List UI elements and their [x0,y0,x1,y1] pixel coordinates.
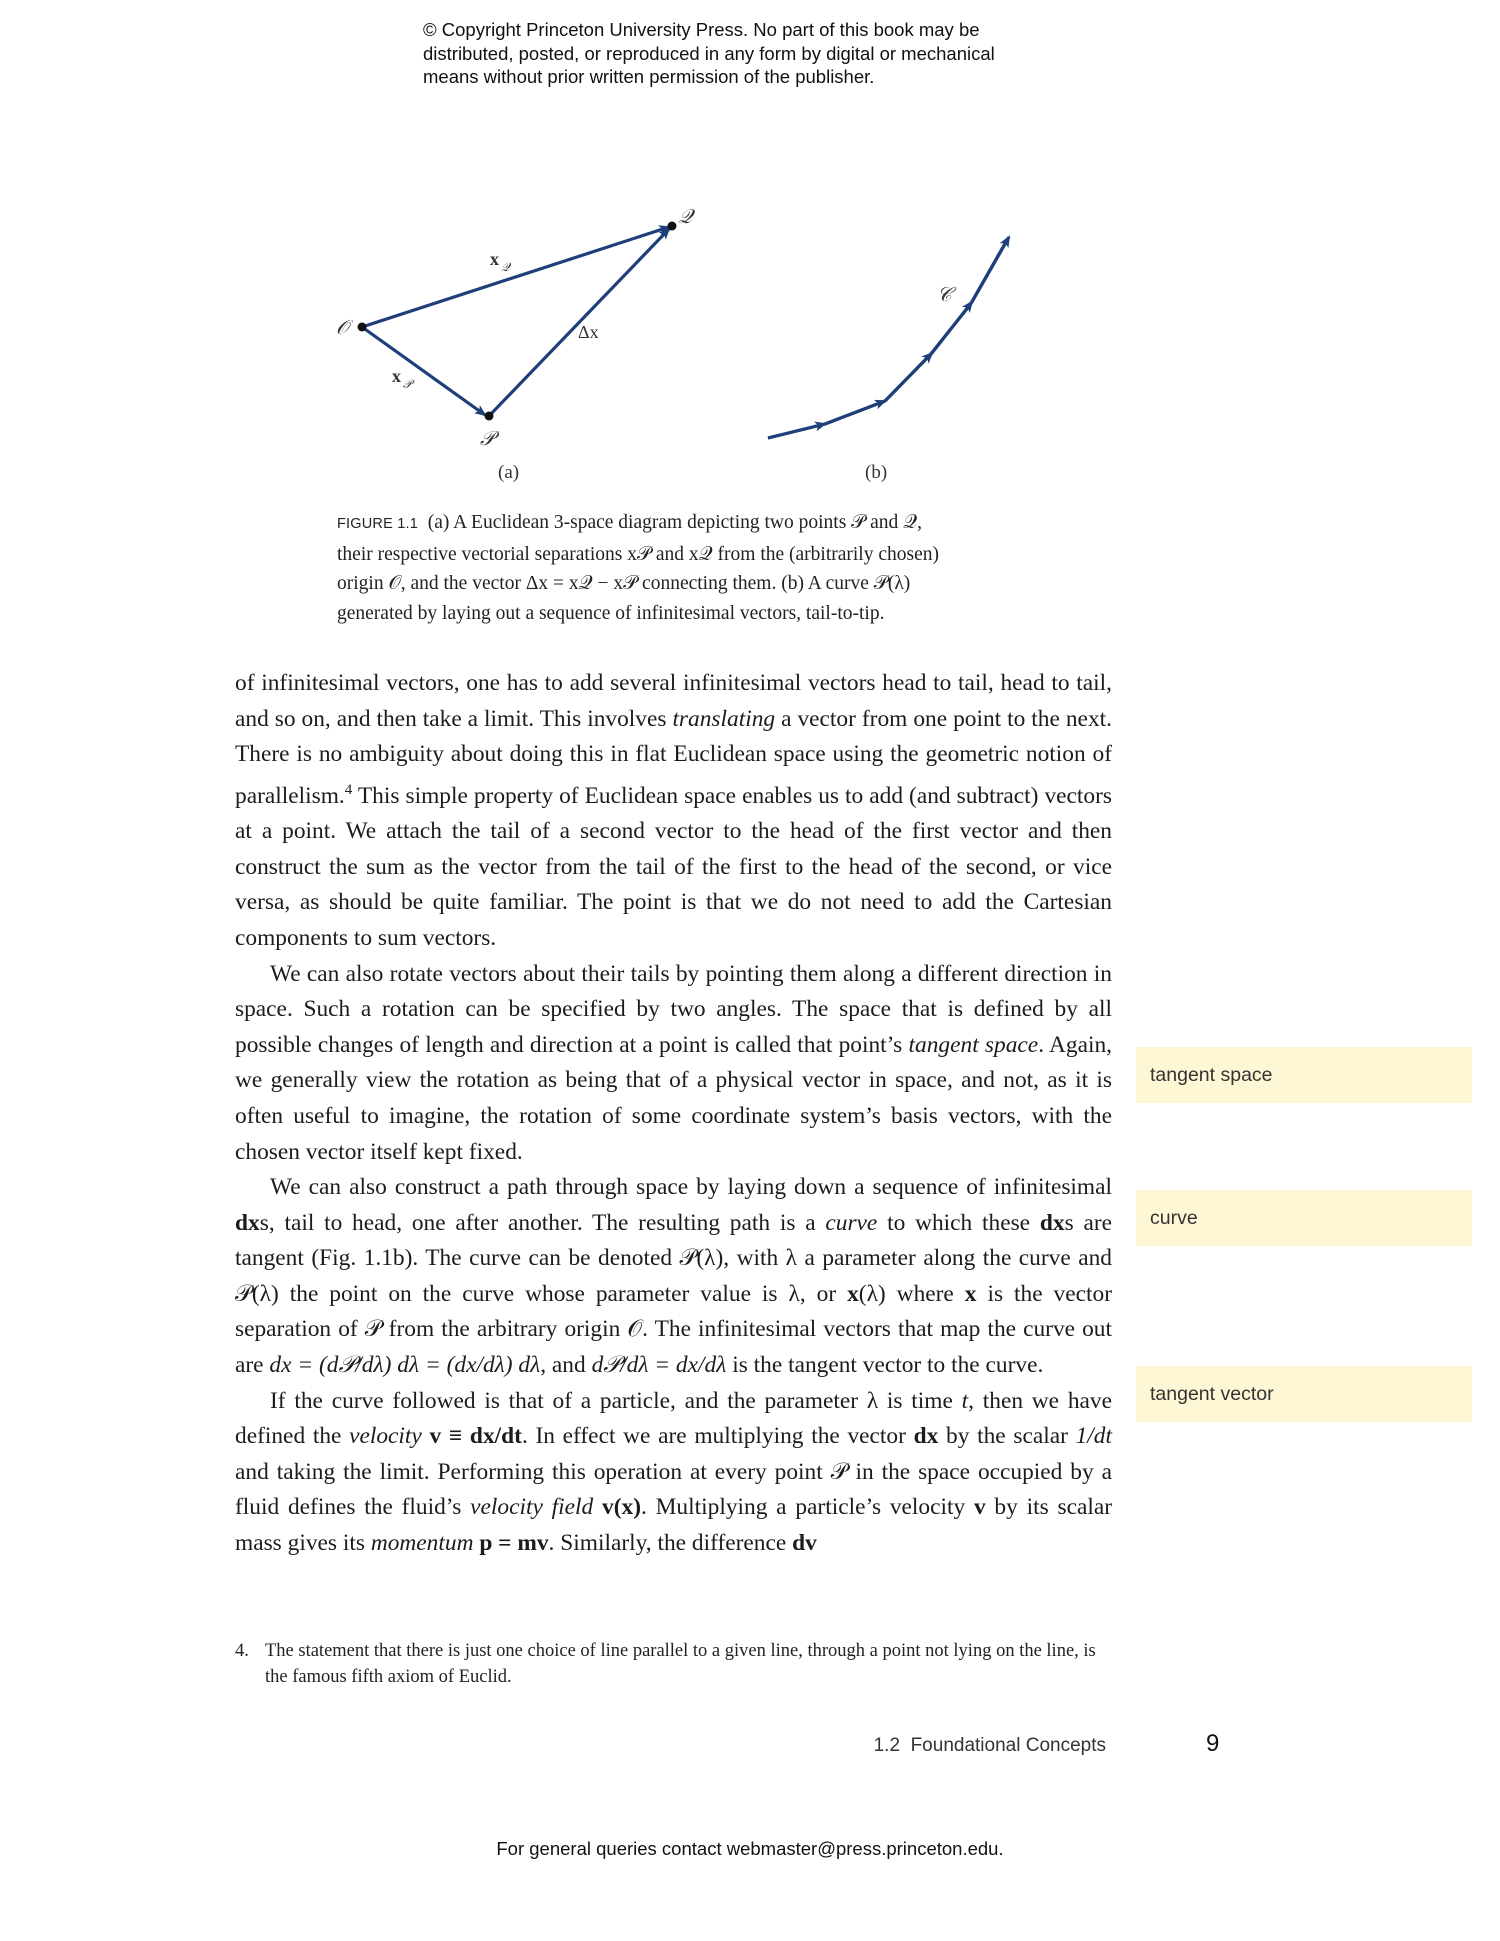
footnote-ref[interactable]: 4 [344,781,353,798]
label-x-q-sub: 𝒬 [501,260,510,274]
curve-segment-arrow [825,401,885,424]
copyright-line: © Copyright Princeton University Press. No part of this book may be [423,19,980,40]
footnote-number: 4. [235,1641,249,1661]
label-x-p-sub: 𝒫 [403,377,412,391]
paragraph: We can also rotate vectors about their tails by pointing them along a different direction in space. Such a rotation can be specified by two angles. The space that is defined by all possible changes of length and direction at a point is called that point’s tangent space. Again, we generally view the rotation as being that of a physical vector in space, and not, as it is often useful to imagine, the rotation of some coordinate system’s basis vectors, with the chosen vector itself kept fixed. [235,960,1113,1165]
curve-segment-arrow [972,237,1009,302]
caption-text: (a) A Euclidean 3-space diagram depicting two points 𝒫 and 𝒬, [427,512,923,533]
margin-note-tangent-space: tangent space [1136,1047,1472,1103]
label-delta-x: Δx [578,322,599,342]
label-x-p: x [392,366,401,386]
footnote [235,1638,1112,1690]
margin-note-tangent-vector: tangent vector [1136,1366,1472,1422]
term-tangent-space: tangent space [908,1031,1039,1058]
panel-a-label: (a) [498,462,520,483]
label-q: 𝒬 [678,206,693,228]
figure-diagram [320,205,1040,495]
term-velocity: velocity [349,1423,422,1450]
panel-a [336,206,696,483]
equation: dx = (d𝒫/dλ) dλ = (dx/dλ) dλ [269,1352,541,1379]
figure-label: FIGURE 1.1 [337,516,418,532]
panel-b-label: (b) [865,462,888,483]
figure-caption [337,508,1027,628]
vector-x-p [362,327,485,415]
body-text [235,666,1112,1562]
label-curve-c: 𝒞 [937,284,952,306]
page-number: 9 [1206,1730,1220,1757]
curve-segment-arrow [932,302,972,353]
copyright-line: means without prior written permission of the publisher. [423,66,875,87]
running-title: 1.2 Foundational Concepts [873,1735,1106,1756]
panel-b [768,237,1009,483]
paragraph: We can also construct a path through space by laying down a sequence of infinitesimal dxs, tail to head, one after another. The resulting path is a curve to which these dxs are tangent (Fig. 1.1b). The curve can be denoted 𝒫(λ), with λ a parameter along the curve and 𝒫(λ) the point on the curve whose parameter value is λ, or x(λ) where x is the vector separation of 𝒫 from the arbitrary origin 𝒪. The infinitesimal vectors that map the curve out are dx = (d𝒫/dλ) dλ = (dx/dλ) dλ, and d𝒫/dλ = dx/dλ is the tangent vector to the curve. [235,1174,1112,1379]
equation: d𝒫/dλ = dx/dλ [591,1352,727,1379]
term-curve: curve [825,1209,878,1236]
margin-note-curve: curve [1136,1190,1472,1246]
term-translating: translating [672,705,776,732]
copyright-line: distributed, posted, or reproduced in any form by digital or mechanical [423,42,995,64]
curve-segment-arrow [885,353,932,401]
caption-line: origin 𝒪, and the vector Δx = x𝒬 − x𝒫 connecting them. (b) A curve 𝒫(λ) [337,573,911,594]
contact-line: For general queries contact webmaster@press.princeton.edu. [496,1838,1004,1859]
point-o [358,323,367,332]
label-o: 𝒪 [336,317,349,339]
term-velocity-field: velocity field [470,1494,594,1521]
curve-segment-arrow [768,424,825,438]
caption-line [337,508,1027,540]
label-p: 𝒫 [480,428,495,450]
paragraph: of infinitesimal vectors, one has to add several infinitesimal vectors head to tail, head to tail, and so on, and then take a limit. This involves translating a vector from one point to the next. There is no ambiguity about doing this in flat Euclidean space using the geometric notion of parallelism.$^4$ This simple property of Euclidean space enables us to add (and subtract) vectors at a point. We attach the tail of a second vector to the head of the first vector and then construct the sum as the vector from the tail of the first to the head of the second, or vice versa, as should be quite familiar. The point is that we do not need to add the Cartesian components to sum vectors. [235,670,1112,951]
curve-path [768,240,1007,438]
caption-line: generated by laying out a sequence of infinitesimal vectors, tail-to-tip. [337,602,885,624]
point-q [668,222,677,231]
paragraph: If the curve followed is that of a particle, and the parameter λ is time t, then we have defined the velocity v ≡ dx/dt. In effect we are multiplying the vector dx by the scalar 1/dt and taking the limit. Performing this operation at every point 𝒫 in the space occupied by a fluid defines the fluid’s velocity field v(x). Multiplying a particle’s velocity v by its scalar mass gives its momentum p = mv. Similarly, the difference dv [235,1387,1113,1557]
copyright-notice [423,18,1043,89]
caption-line: their respective vectorial separations x𝒫 and x𝒬 from the (arbitrarily chosen) [337,543,939,565]
point-p [485,412,494,421]
footnote-text: The statement that there is just one choice of line parallel to a given line, through a point not lying on the line, is the famous fifth axiom of Euclid. [265,1641,1096,1687]
term-momentum: momentum [370,1530,474,1557]
label-x-q: x [490,249,499,269]
figure-1-1 [320,205,1040,495]
